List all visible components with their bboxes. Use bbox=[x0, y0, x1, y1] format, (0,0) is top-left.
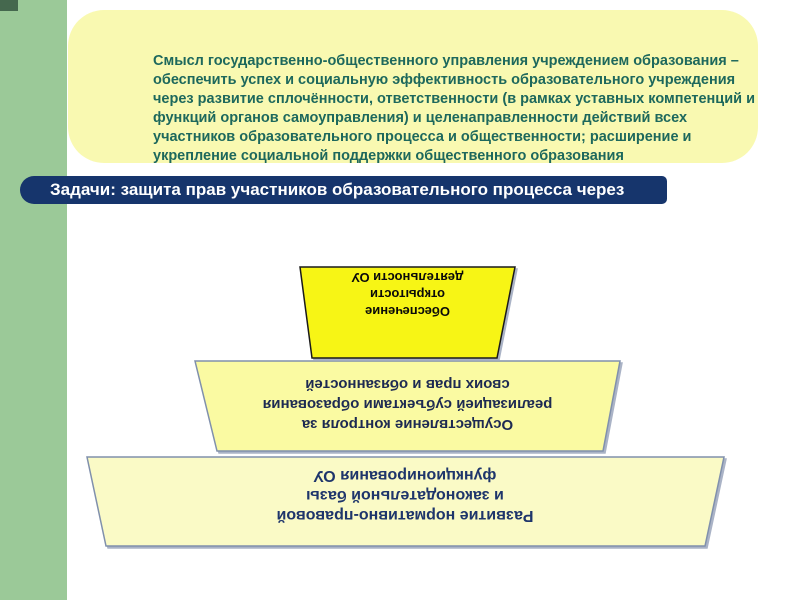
pyramid-label-line: деятельности ОУ bbox=[351, 270, 464, 285]
intro-line: участников образовательного процесса и общественности; расширение и bbox=[153, 129, 692, 145]
pyramid-level-middle-label bbox=[225, 374, 590, 434]
pyramid-label-line: и законодательной базы bbox=[306, 487, 504, 504]
pyramid-level-top-label bbox=[300, 269, 515, 320]
intro-line: Смысл государственно-общественного управления учреждением образования – bbox=[153, 53, 739, 69]
intro-line: обеспечить успех и социальную эффективность образовательного учреждения bbox=[153, 72, 736, 88]
pyramid-label-line: Обеспечение bbox=[364, 304, 451, 319]
tasks-banner: Задачи: защита прав участников образовательного процесса через bbox=[20, 176, 667, 204]
intro-line: укрепление социальной поддержки общественного образования bbox=[153, 148, 624, 164]
pyramid-label-line: своих прав и обязанностей bbox=[305, 376, 510, 393]
pyramid-label-line: открытости bbox=[369, 287, 446, 302]
intro-line: функций органов самоуправления) и целенаправленности действий всех bbox=[153, 110, 688, 126]
intro-line: через развитие сплочённости, ответственности (в рамках уставных компетенций и bbox=[153, 91, 755, 107]
pyramid-label-line: функционирования ОУ bbox=[313, 467, 497, 484]
pyramid-label-line: реализацией субъектами образования bbox=[262, 396, 553, 413]
pyramid-label-line: Развитие нормативно-правовой bbox=[276, 507, 534, 524]
pyramid-label-line: Осуществление контроля за bbox=[301, 416, 514, 433]
pyramid-level-bottom-label bbox=[215, 465, 595, 525]
